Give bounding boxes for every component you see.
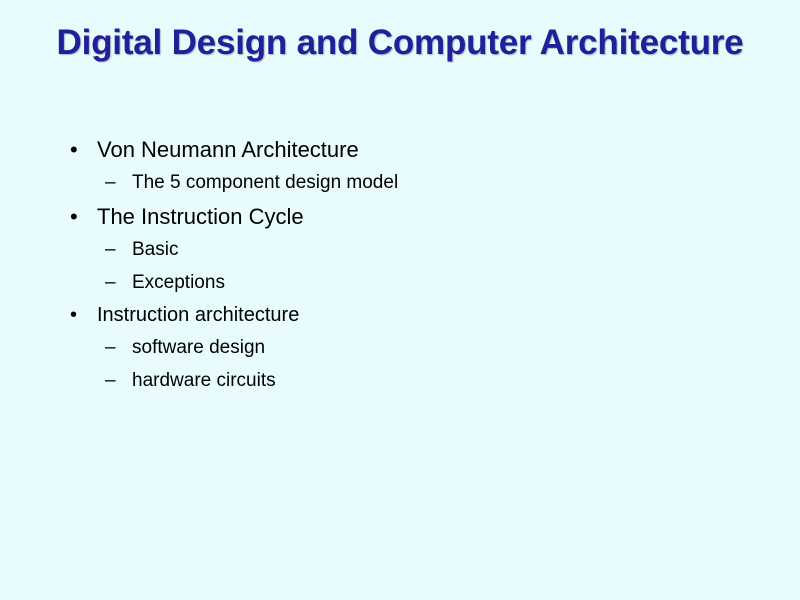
sub-item xyxy=(62,233,762,266)
bullet-marker: • xyxy=(70,304,78,326)
bullet-item xyxy=(62,201,762,233)
sub-item xyxy=(62,364,762,397)
bullet-marker: • xyxy=(70,137,78,162)
sub-item xyxy=(62,266,762,299)
sub-item xyxy=(62,331,762,364)
sub-text: Basic xyxy=(132,239,179,260)
bullet-item xyxy=(62,134,762,166)
bullet-text: Instruction architecture xyxy=(97,304,300,326)
bullet-item xyxy=(62,299,762,331)
sub-marker: – xyxy=(105,370,116,391)
sub-text: hardware circuits xyxy=(132,370,276,391)
sub-marker: – xyxy=(105,172,116,193)
sub-text: software design xyxy=(132,337,266,358)
bullet-marker: • xyxy=(70,204,78,229)
slide-title: Digital Design and Computer Architecture xyxy=(56,23,744,62)
sub-text: The 5 component design model xyxy=(132,172,399,193)
bullet-text: The Instruction Cycle xyxy=(97,204,304,229)
sub-marker: – xyxy=(105,337,116,358)
sub-marker: – xyxy=(105,239,116,260)
bullet-list xyxy=(62,134,762,397)
sub-text: Exceptions xyxy=(132,272,225,293)
sub-marker: – xyxy=(105,272,116,293)
sub-item xyxy=(62,166,762,199)
bullet-text: Von Neumann Architecture xyxy=(97,137,359,162)
